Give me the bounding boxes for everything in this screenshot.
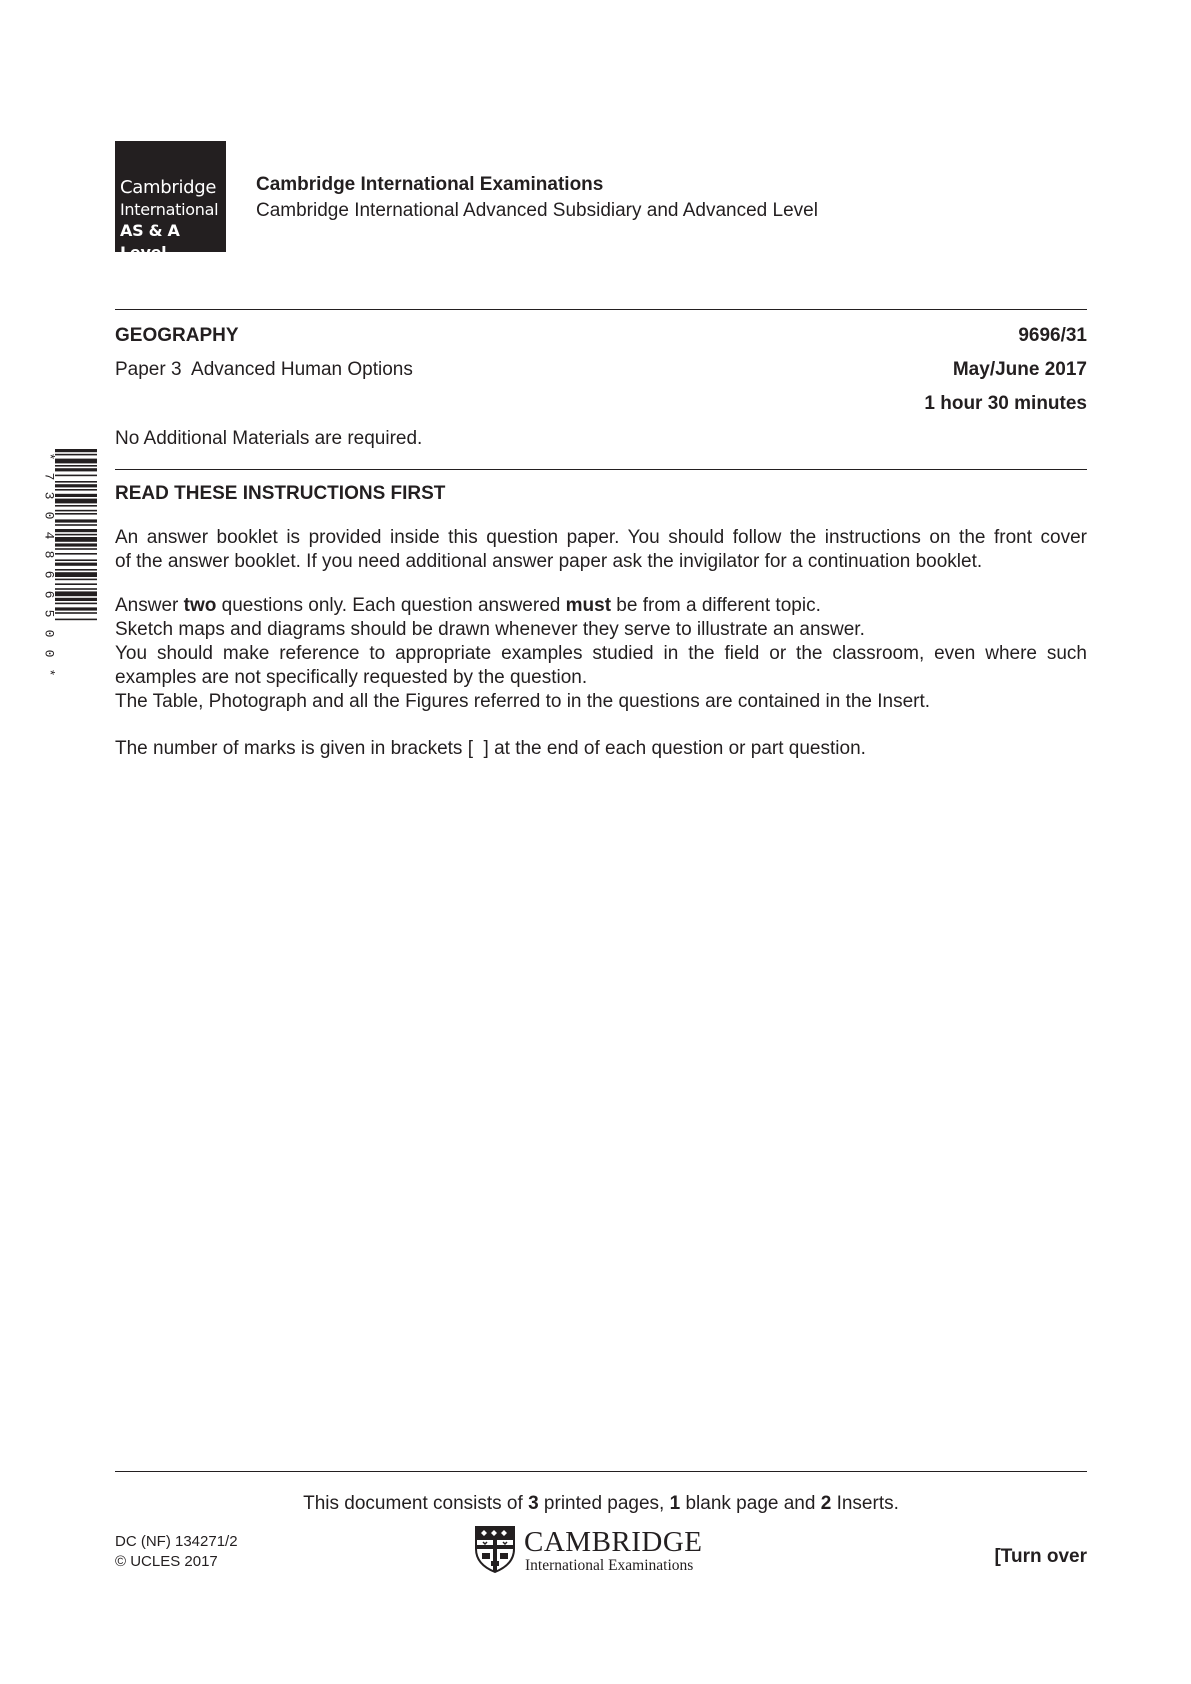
barcode-bar <box>55 572 97 577</box>
logo-line-3: AS & A Level <box>120 221 180 262</box>
barcode-bar <box>55 513 97 515</box>
barcode-bar <box>55 537 97 542</box>
blank-pages-count: 1 <box>669 1493 681 1514</box>
barcode-bar <box>55 619 97 621</box>
barcode-bar <box>55 603 97 605</box>
barcode-digit: 4 <box>41 531 57 540</box>
barcode-bar <box>55 454 97 456</box>
consists-post: Inserts. <box>831 1493 899 1514</box>
barcode-bar <box>55 607 97 610</box>
sketch-instruction: Sketch maps and diagrams should be drawn whenever they serve to illustrate an answer. <box>115 619 865 640</box>
consists-mid-2: blank page and <box>680 1493 821 1514</box>
header-rule <box>115 309 1087 310</box>
instructions-para1-line-1: An answer booklet is provided inside this question paper. You should follow the instructions on the front cover <box>115 527 1087 548</box>
barcode-bar <box>55 559 97 561</box>
turn-over: [Turn over <box>994 1546 1087 1567</box>
barcode-bar <box>55 499 97 504</box>
barcode-digit: 0 <box>41 511 57 520</box>
barcode-bar <box>55 494 97 497</box>
barcode-bar <box>55 505 97 507</box>
consists-pre: This document consists of <box>303 1493 529 1514</box>
barcode-bar <box>55 569 97 571</box>
logo-line-1: Cambridge <box>120 177 217 198</box>
materials-note: No Additional Materials are required. <box>115 428 423 449</box>
consists-mid-1: printed pages, <box>538 1493 670 1514</box>
barcode-digit: * <box>41 452 57 461</box>
reference-instruction-line-1: You should make reference to appropriate examples studied in the field or the classroom, even where such <box>115 643 1087 664</box>
inserts-count: 2 <box>820 1493 832 1514</box>
footer-rule <box>115 1471 1087 1472</box>
barcode-bar <box>55 588 97 590</box>
barcode-digit: 6 <box>41 590 57 599</box>
barcode-digit: 0 <box>41 629 57 638</box>
subject: GEOGRAPHY <box>115 325 239 346</box>
answer-post: be from a different topic. <box>611 595 821 616</box>
answer-mid: questions only. Each question answered <box>216 595 566 616</box>
barcode-bar <box>55 534 97 536</box>
barcode-bar <box>55 484 97 487</box>
cambridge-wordmark: CAMBRIDGE <box>524 1526 703 1558</box>
insert-instruction: The Table, Photograph and all the Figures referred to in the questions are contained in the Insert. <box>115 691 931 712</box>
paper-name: Paper 3 Advanced Human Options <box>115 359 413 380</box>
barcode-digits <box>43 449 55 685</box>
printed-pages-count: 3 <box>528 1493 539 1514</box>
instructions-paragraph-2 <box>115 594 1087 714</box>
board-subtitle: Cambridge International Advanced Subsidiary and Advanced Level <box>256 200 818 221</box>
logo-line-2: International <box>120 200 219 219</box>
barcode-bar <box>55 543 97 546</box>
barcode-bar <box>55 563 97 566</box>
barcode-icon <box>55 449 97 685</box>
answer-pre: Answer <box>115 595 184 616</box>
cambridge-as-a-level-logo <box>115 141 226 262</box>
session: May/June 2017 <box>952 359 1087 380</box>
barcode-digit: 6 <box>41 570 57 579</box>
barcode-bar <box>55 459 97 464</box>
barcode-bar <box>55 612 97 614</box>
barcode-bar <box>55 489 97 491</box>
barcode-digit: 0 <box>41 649 57 658</box>
page-count-note <box>115 1493 1087 1515</box>
barcode-bar <box>55 583 97 585</box>
cambridge-wordmark-subtitle: International Examinations <box>525 1557 694 1574</box>
instructions-para1-line-2: of the answer booklet. If you need additional answer paper ask the invigilator for a continuation booklet. <box>115 551 983 572</box>
barcode-digit: * <box>41 668 57 677</box>
barcode-bar <box>55 548 97 550</box>
paper-code: 9696/31 <box>1018 325 1087 346</box>
document-code: DC (NF) 134271/2 <box>115 1533 238 1550</box>
barcode-bar <box>55 579 97 581</box>
answer-must: must <box>565 595 612 616</box>
barcode-bar <box>55 591 97 596</box>
barcode-bar <box>55 465 97 467</box>
barcode-bar <box>55 519 97 522</box>
barcode-bar <box>55 510 97 512</box>
answer-count: two <box>183 595 217 616</box>
answer-instruction <box>115 594 1087 618</box>
barcode-digit: 3 <box>41 491 57 500</box>
barcode-digit: 5 <box>41 609 57 618</box>
barcode-bar <box>55 475 97 477</box>
barcode-bar <box>55 481 97 483</box>
barcode-bar <box>55 449 97 452</box>
barcode-bar <box>55 598 97 601</box>
barcode-digit: 8 <box>41 550 57 559</box>
barcode-bar <box>55 553 97 555</box>
duration: 1 hour 30 minutes <box>924 393 1087 414</box>
reference-instruction-line-2: examples are not specifically requested by the question. <box>115 667 588 688</box>
cambridge-crest-icon <box>474 1525 516 1573</box>
barcode-bar <box>55 529 97 532</box>
barcode-bar <box>55 468 97 471</box>
copyright: © UCLES 2017 <box>115 1553 218 1570</box>
board-title: Cambridge International Examinations <box>256 174 604 195</box>
instructions-rule <box>115 469 1087 470</box>
instructions-heading: READ THESE INSTRUCTIONS FIRST <box>115 483 446 504</box>
marks-note: The number of marks is given in brackets [ ] at the end of each question or part question. <box>115 738 866 759</box>
barcode-digit: 7 <box>41 472 57 481</box>
barcode-bar <box>55 524 97 526</box>
instructions-paragraph-1 <box>115 526 1087 574</box>
